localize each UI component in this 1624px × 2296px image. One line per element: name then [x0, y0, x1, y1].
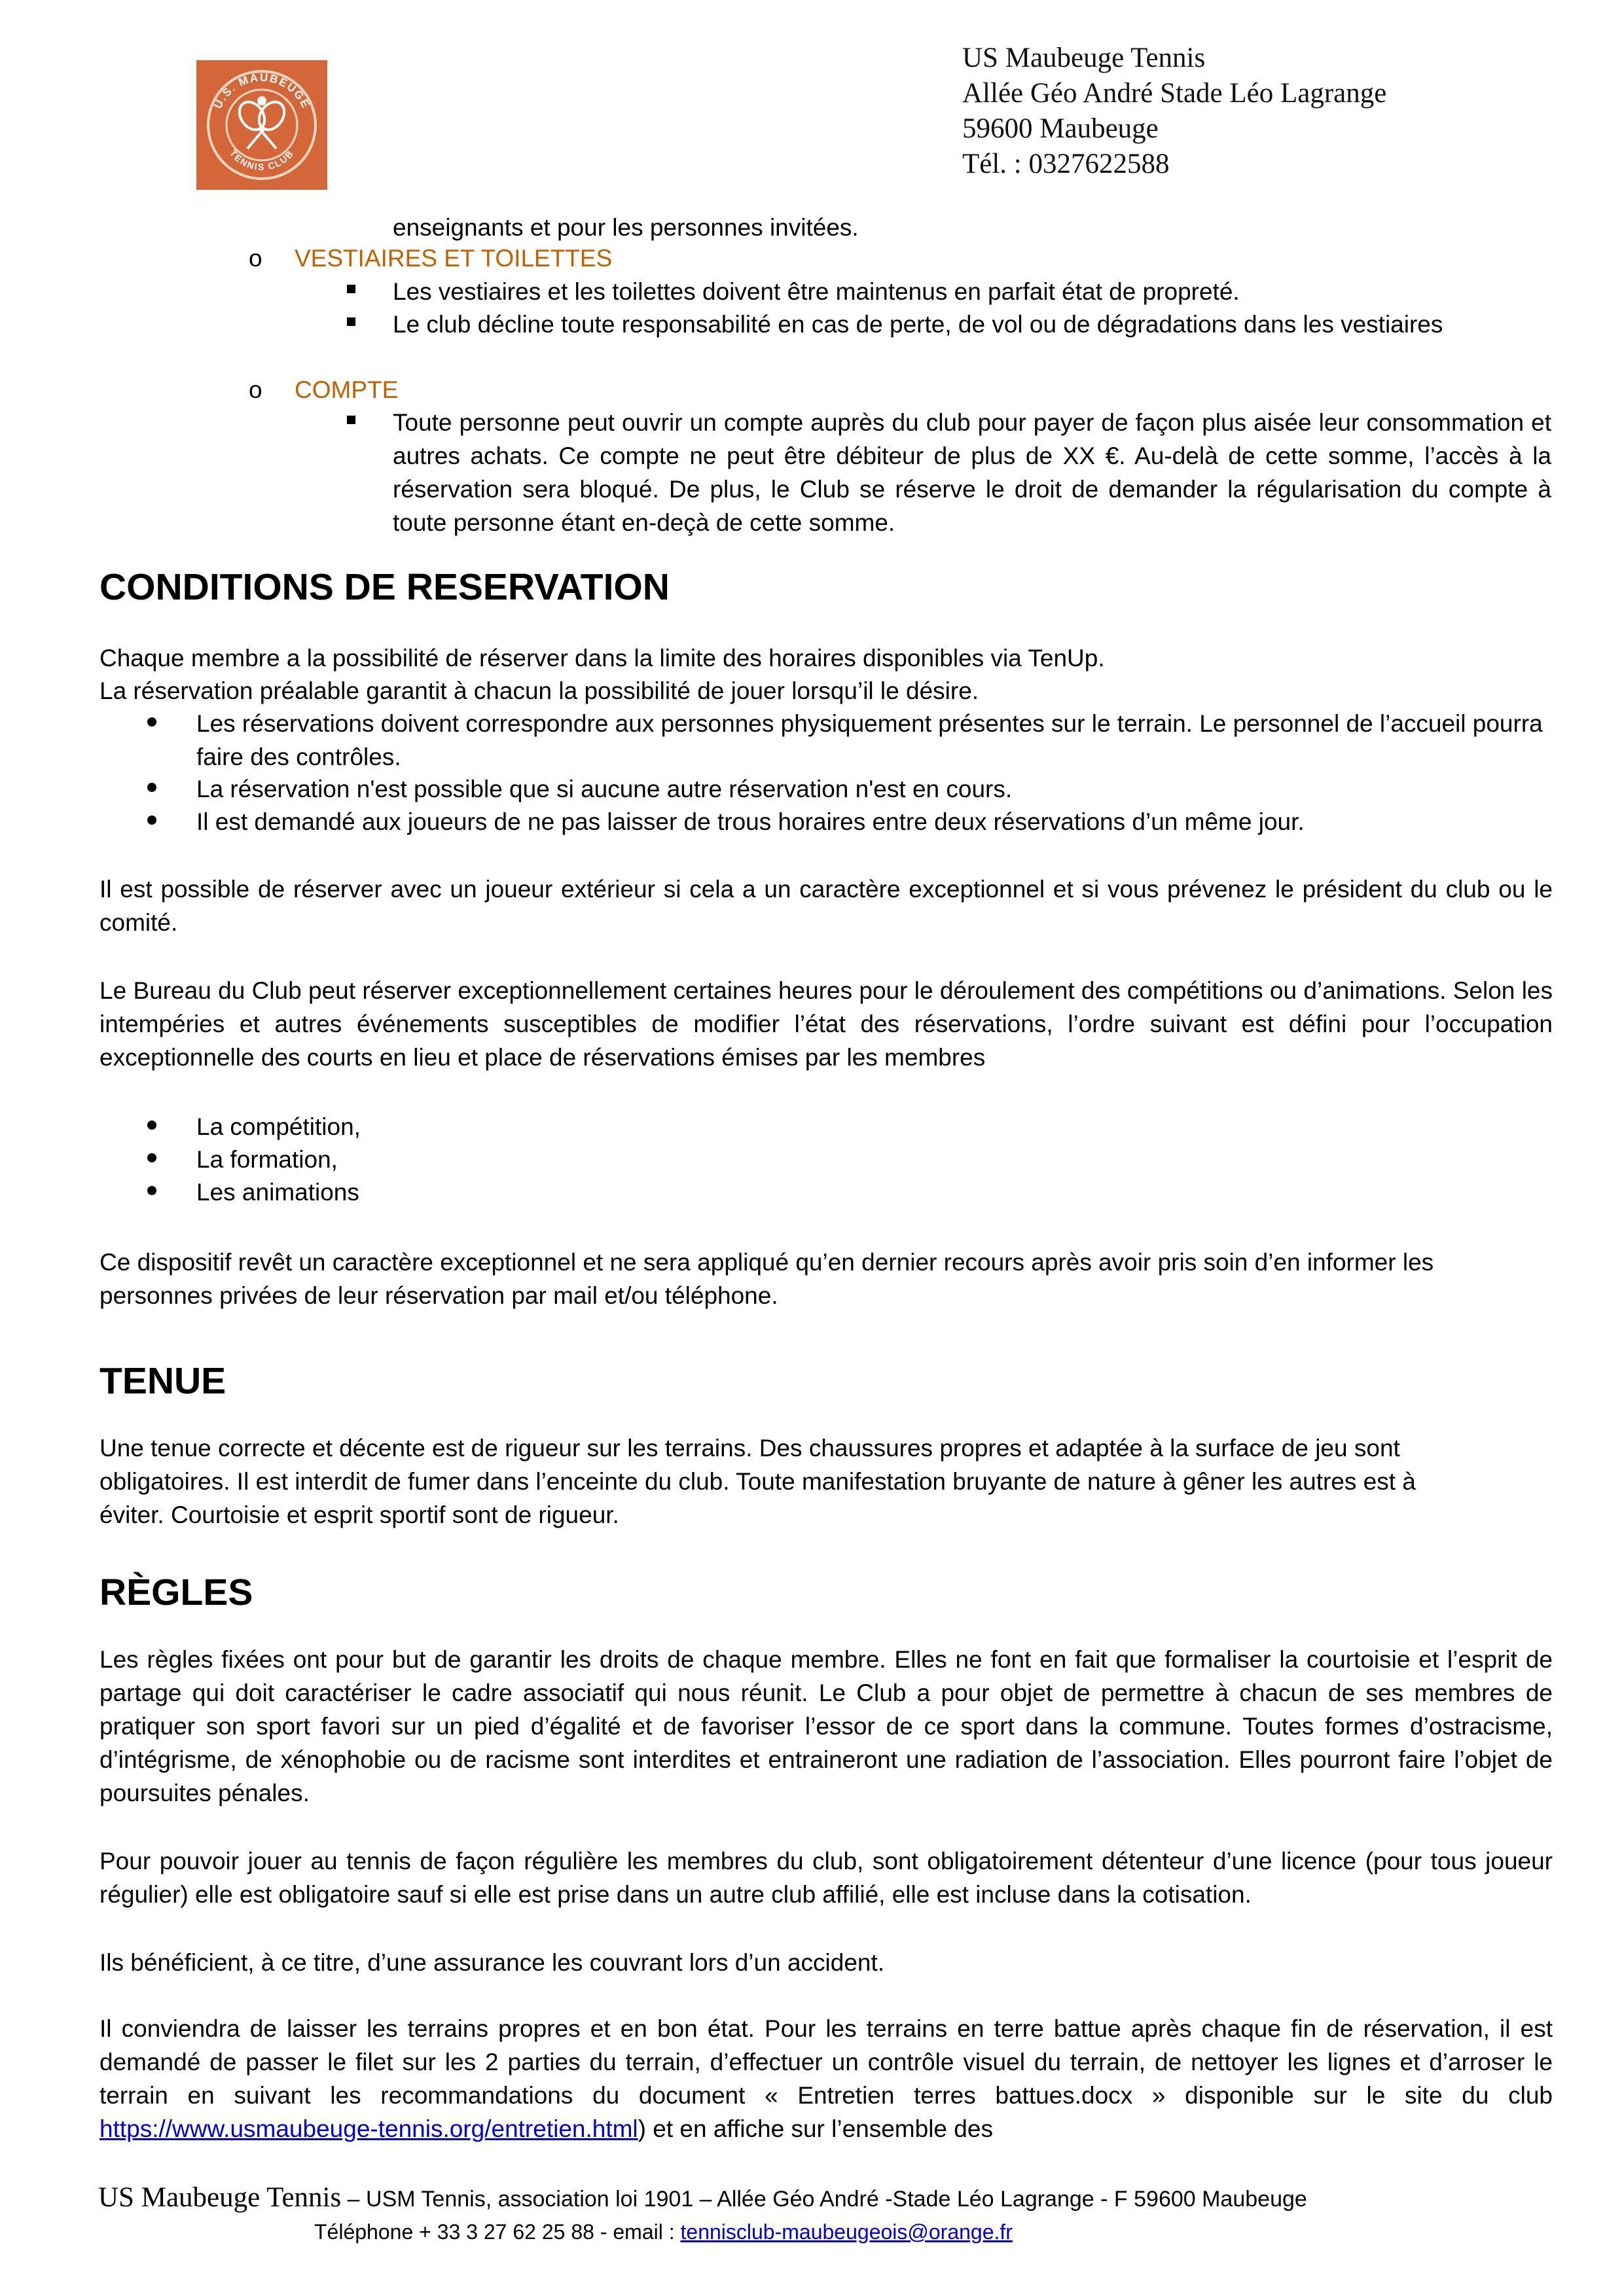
square-bullet-icon — [347, 285, 355, 293]
footer-club-name: US Maubeuge Tennis — [98, 2182, 342, 2213]
bullet-icon — [147, 816, 156, 825]
club-logo — [196, 60, 327, 190]
bullet-icon — [147, 1153, 156, 1162]
bullet-icon — [147, 1186, 156, 1195]
footer-contact — [314, 2220, 1013, 2244]
paragraph-bureau: Le Bureau du Club peut réserver exceptionnellement certaines heures pour le déroulement des compétitions ou d’animations. Selon les intempéries et autres événements susceptibles de modifier l’état des réservations, l’ordre suivant est défini pour l’occupation exceptionnelle des courts en lieu et place de réservations émises par les membres — [99, 977, 1553, 1071]
paragraph-regles-3: Ils bénéficient, à ce titre, d’une assurance les couvrant lors d’un accident. — [99, 1949, 885, 1976]
order-item: Les animations — [196, 1179, 359, 1206]
reservation-line: La réservation préalable garantit à chacun la possibilité de jouer lorsqu’il le désire. — [99, 677, 979, 704]
vestiaires-item: Les vestiaires et les toilettes doivent être maintenus en parfait état de propreté. — [393, 278, 1240, 305]
compte-item: Toute personne peut ouvrir un compte auprès du club pour payer de façon plus aisée leur consommation et autres achats. Ce compte ne peut être débiteur de plus de XX €. Au-delà de cette somme, l’accès à la réservation sera bloqué. De plus, le Club se réserve le droit de demander la régularisation du compte à toute personne étant en-deçà de cette somme. — [393, 409, 1551, 536]
sub-marker: o — [249, 376, 262, 403]
paragraph-regles-4 — [99, 2012, 1553, 2145]
compte-heading: COMPTE — [295, 376, 399, 403]
address-line: Allée Géo André Stade Léo Lagrange — [962, 78, 1387, 109]
section-title-reservation: CONDITIONS DE RESERVATION — [99, 566, 670, 608]
address-line: Tél. : 0327622588 — [962, 149, 1170, 179]
continuation-text: enseignants et pour les personnes invitées. — [393, 214, 859, 241]
section-title-regles: RÈGLES — [99, 1571, 253, 1613]
paragraph-tenue: Une tenue correcte et décente est de rigueur sur les terrains. Des chaussures propres et adaptée à la surface de jeu sont obligatoires. Il est interdit de fumer dans l’enceinte du club. Toute manifestation bruyante de nature à gêner les autres est à éviter. Courtoisie et esprit sportif sont de rigueur. — [99, 1435, 1416, 1528]
reservation-rule: Les réservations doivent correspondre aux personnes physiquement présentes sur le terrain. Le personnel de l’accueil pourra faire des contrôles. — [196, 710, 1543, 770]
address-line: 59600 Maubeuge — [962, 113, 1159, 144]
entretien-link[interactable]: https://www.usmaubeuge-tennis.org/entretien.html — [99, 2115, 638, 2142]
order-item: La compétition, — [196, 1113, 361, 1140]
bullet-icon — [147, 783, 156, 792]
bullet-icon — [147, 717, 156, 726]
section-title-tenue: TENUE — [99, 1360, 226, 1402]
square-bullet-icon — [347, 317, 355, 326]
footer-line — [98, 2181, 1307, 2214]
vestiaires-item: Le club décline toute responsabilité en cas de perte, de vol ou de dégradations dans les vestiaires — [393, 311, 1443, 338]
paragraph-exterieur: Il est possible de réserver avec un joueur extérieur si cela a un caractère exceptionnel et si vous prévenez le président du club ou le comité. — [99, 876, 1553, 936]
paragraph-regles-1: Les règles fixées ont pour but de garantir les droits de chaque membre. Elles ne font en fait que formaliser la courtoisie et l’esprit de partage qui doit caractériser le cadre associatif qui nous réunit. Le Club a pour objet de permettre à chacun de ses membres de pratiquer son sport favori sur un pied d’égalité et de favoriser l’essor de ce sport dans la commune. Toutes formes d’ostracisme, d’intégrisme, de xénophobie ou de racisme sont interdites et entraineront une radiation de l’association. Elles pourront faire l’objet de poursuites pénales. — [99, 1646, 1553, 1806]
square-bullet-icon — [347, 416, 355, 424]
paragraph-text: ) et en affiche sur l’ensemble des — [638, 2115, 993, 2142]
order-item: La formation, — [196, 1146, 338, 1173]
logo-text-top: U.S. MAUBEUGE — [211, 71, 313, 111]
paragraph-dispositif: Ce dispositif revêt un caractère exceptionnel et ne sera appliqué qu’en dernier recours après avoir pris soin d’en informer les personnes privées de leur réservation par mail et/ou téléphone. — [99, 1249, 1434, 1309]
reservation-rule: Il est demandé aux joueurs de ne pas laisser de trous horaires entre deux réservations d’un même jour. — [196, 808, 1305, 835]
logo-text-bottom: TENNIS CLUB — [228, 147, 297, 173]
reservation-rule: La réservation n'est possible que si aucune autre réservation n'est en cours. — [196, 776, 1013, 802]
reservation-line: Chaque membre a la possibilité de réserver dans la limite des horaires disponibles via TenUp. — [99, 645, 1105, 672]
club-address — [962, 41, 1386, 182]
bullet-icon — [147, 1121, 156, 1130]
sub-marker: o — [249, 245, 262, 272]
address-line: US Maubeuge Tennis — [962, 43, 1206, 73]
paragraph-text: Il conviendra de laisser les terrains propres et en bon état. Pour les terrains en terre battue après chaque fin de réservation, il est demandé de passer le filet sur les 2 parties du terrain, d’effectuer un contrôle visuel du terrain, de nettoyer les lignes et d’arroser le terrain en suivant les recommandations du document « Entretien terres battues.docx » disponible sur le site du club — [99, 2015, 1553, 2109]
footer-phone: Téléphone + 33 3 27 62 25 88 - email : — [314, 2220, 681, 2244]
paragraph-regles-2: Pour pouvoir jouer au tennis de façon régulière les membres du club, sont obligatoirement détenteur d’une licence (pour tous joueur régulier) elle est obligatoire sauf si elle est prise dans un autre club affilié, elle est incluse dans la cotisation. — [99, 1848, 1553, 1908]
footer-email-link[interactable]: tennisclub-maubeugeois@orange.fr — [680, 2220, 1013, 2244]
vestiaires-heading: VESTIAIRES ET TOILETTES — [295, 245, 613, 272]
footer-address: – USM Tennis, association loi 1901 – Allée Géo André -Stade Léo Lagrange - F 59600 Maubeuge — [341, 2187, 1307, 2212]
